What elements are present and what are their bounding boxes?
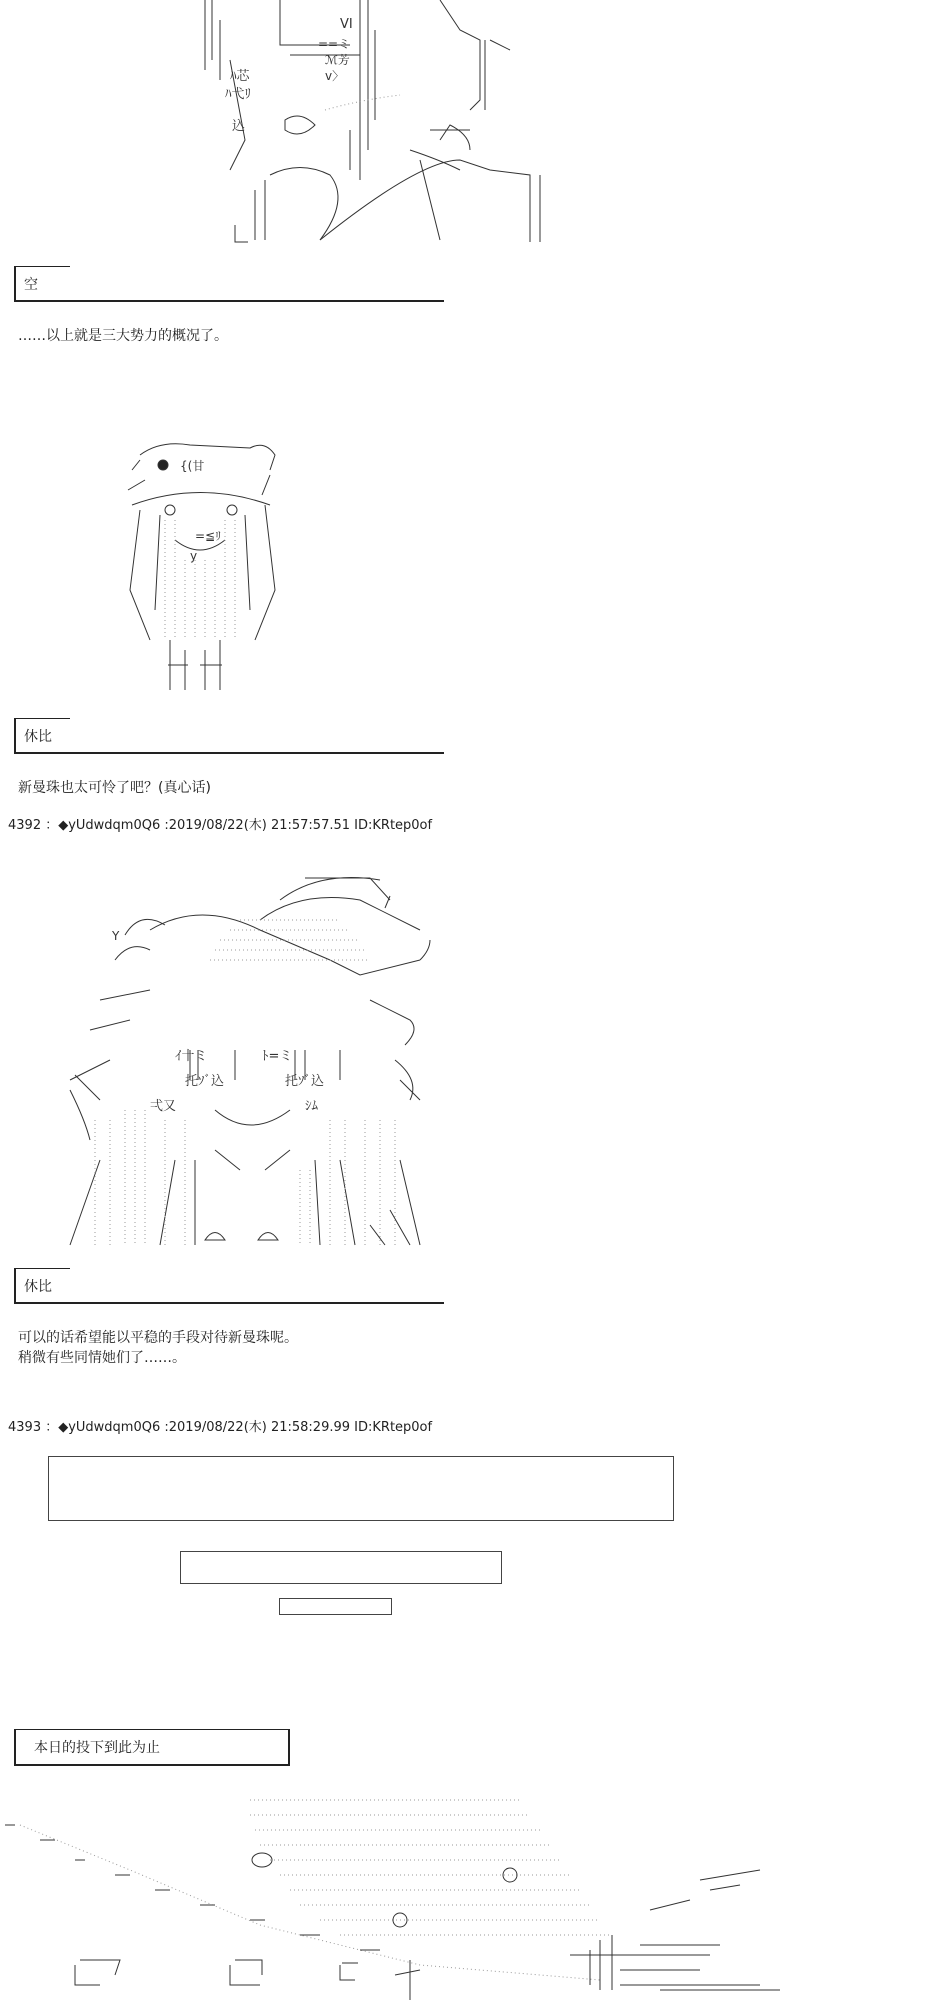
speaker-box-top-rule bbox=[14, 718, 70, 719]
witch-character-art bbox=[70, 878, 430, 1246]
art-text: ﾊ弋ﾘ bbox=[225, 87, 252, 102]
art-text: =≦ﾘ bbox=[195, 529, 222, 543]
speaker-name: 休比 bbox=[24, 1279, 52, 1295]
art-text: ｲ十ミ bbox=[175, 1049, 208, 1064]
art-text: {(甘 bbox=[180, 459, 205, 473]
speaker-name: 休比 bbox=[24, 729, 52, 745]
speaker-box-bottom-rule bbox=[14, 1302, 444, 1304]
art-text: y bbox=[190, 549, 198, 563]
speaker-box-side-rule bbox=[14, 1268, 16, 1304]
speaker-name: 空 bbox=[24, 277, 38, 293]
speaker-box bbox=[14, 718, 444, 754]
art-text: 托ｿﾞ込 bbox=[185, 1074, 225, 1089]
dialogue-line: 新曼珠也太可怜了吧？(真心话) bbox=[18, 780, 211, 796]
top-character-art bbox=[205, 0, 540, 242]
art-text: ﾄ=ミ bbox=[262, 1049, 293, 1064]
speaker-box-side-rule bbox=[14, 718, 16, 754]
empty-frame-medium bbox=[180, 1551, 502, 1584]
speaker-box-top-rule bbox=[14, 1268, 70, 1269]
art-text: ﾊ芯 bbox=[230, 69, 250, 84]
speaker-box bbox=[14, 1268, 444, 1304]
dialogue-line: ……以上就是三大势力的概况了。 bbox=[18, 328, 228, 344]
art-text: ==ミ bbox=[318, 37, 351, 51]
chibi-character-art bbox=[128, 444, 275, 690]
dialogue-line: 稍微有些同情她们了……。 bbox=[18, 1350, 186, 1366]
dialogue-line: 可以的话希望能以平稳的手段对待新曼珠呢。 bbox=[18, 1330, 298, 1346]
ending-label: 本日的投下到此为止 bbox=[34, 1740, 160, 1756]
speaker-box-bottom-rule bbox=[14, 300, 444, 302]
art-text: ｼﾑ bbox=[305, 1099, 318, 1114]
speaker-box-top-rule bbox=[14, 266, 70, 267]
art-text: VI bbox=[340, 17, 353, 32]
art-text: 弌又 bbox=[150, 1099, 177, 1114]
art-text: v〉 bbox=[325, 69, 345, 83]
speaker-box-bottom-rule bbox=[14, 752, 444, 754]
empty-frame-small bbox=[279, 1598, 392, 1615]
speaker-box-side-rule bbox=[14, 266, 16, 302]
bottom-scene-art bbox=[5, 1800, 780, 2000]
post-header: 4393 ：◆yUdwdqm0Q6 :2019/08/22(木) 21:58:29.99 ID:KRtep0of bbox=[8, 1420, 433, 1435]
art-text: ℳ芳 bbox=[325, 53, 350, 67]
empty-frame-large bbox=[48, 1456, 674, 1521]
art-text: Y bbox=[112, 929, 120, 943]
art-text: 托ｿﾞ込 bbox=[285, 1074, 325, 1089]
ending-box bbox=[14, 1729, 290, 1766]
art-text: 込 bbox=[232, 119, 246, 134]
post-header: 4392 ：◆yUdwdqm0Q6 :2019/08/22(木) 21:57:57.51 ID:KRtep0of bbox=[8, 818, 433, 833]
speaker-box bbox=[14, 266, 444, 302]
